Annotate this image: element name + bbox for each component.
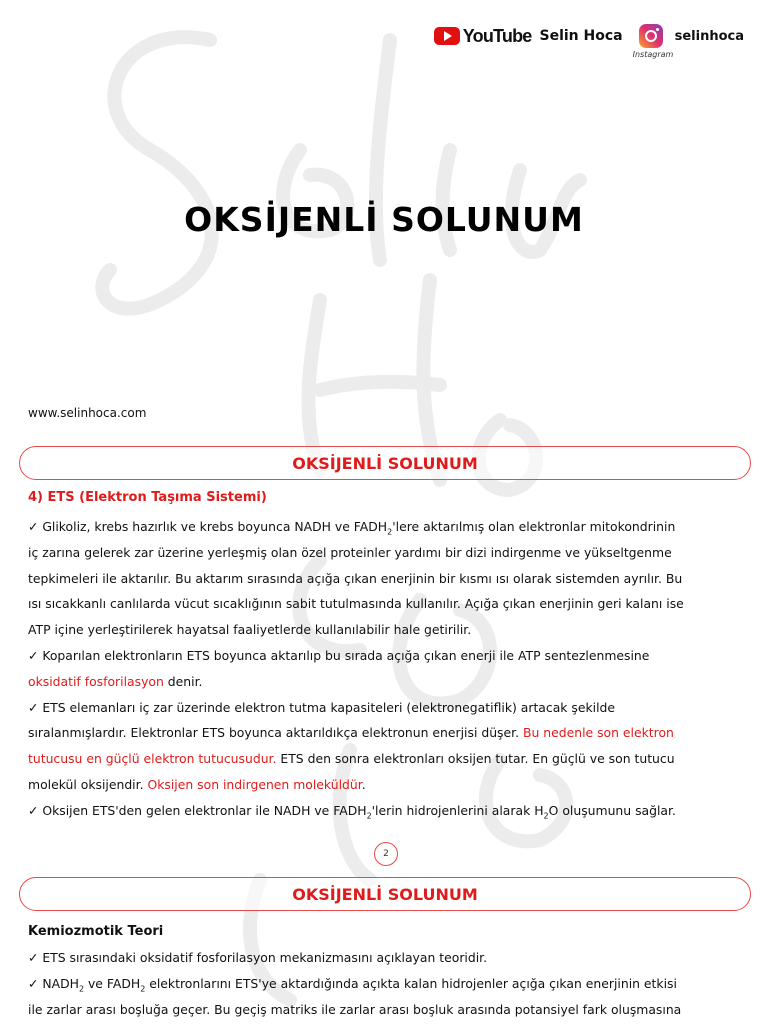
highlight-text: Oksijen son indirgenen moleküldür [147, 776, 362, 792]
text-line: ATP içine yerleştirilerek hayatsal faaliyetlerde kullanılabilir hale getirilir. [28, 622, 472, 638]
text-line: sıralanmışlardır. Elektronlar ETS boyunca aktarıldıkça elektronun enerjisi düşer. Bu nedenle son elektron [28, 725, 674, 741]
social-header [434, 22, 744, 59]
highlight-text: oksidatif fosforilasyon [28, 673, 164, 689]
youtube-logo[interactable] [434, 26, 532, 47]
text-line: tepkimeleri ile aktarılır. Bu aktarım sırasında açığa çıkan enerjinin bir kısmı ısı olarak sistemden ayrılır. Bu [28, 570, 683, 586]
instagram-label: Instagram [632, 50, 674, 59]
text-line: ile zarlar arası boşluğa geçer. Bu geçiş matriks ile zarlar arası boşluk arasında potansiyel fark oluşmasına [28, 1002, 682, 1017]
website-link[interactable]: www.selinhoca.com [28, 406, 147, 420]
text-line: ✓ Glikoliz, krebs hazırlık ve krebs boyunca NADH ve $FADH_2'lere$ aktarılmış olan elektronlar mitokondrinin [28, 519, 676, 537]
section-banner: OKSİJENLİ SOLUNUM [19, 877, 751, 911]
text-line: oksidatif fosforilasyon denir. [28, 673, 203, 689]
text-line: tutucusu en güçlü elektron tutucusudur. ETS den sonra elektronları oksijen tutar. En güçlü ve son tutucu [28, 751, 675, 767]
ets-body-text [28, 514, 740, 824]
youtube-channel-name[interactable]: Selin Hoca [539, 28, 623, 44]
text-line: molekül oksijendir. Oksijen son indirgenen moleküldür. [28, 776, 366, 792]
instagram-handle[interactable]: selinhoca [674, 28, 744, 44]
instagram-logo[interactable] [632, 24, 674, 59]
text-line: ✓ ETS elemanları iç zar üzerinde elektron tutma kapasiteleri (elektronegatiflik) artacak şekilde [28, 699, 616, 715]
text-line: ✓ $NADH_2$ ve $FADH_2$ elektronlarını ETS'ye aktardığında açıkta kalan hidrojenler açığa çıkan enerjinin etkisi [28, 976, 677, 994]
page-number: 2 [374, 842, 398, 866]
text-line: ısı sıcakkanlı canlılarda vücut sıcaklığının sabit tutulmasında kullanılır. Açığa çıkan enerjinin geri kalanı ise [28, 596, 684, 612]
page-title: OKSİJENLİ SOLUNUM [184, 200, 584, 239]
highlight-text: tutucusu en güçlü elektron tutucusudur. [28, 751, 277, 767]
section-banner: OKSİJENLİ SOLUNUM [19, 446, 751, 480]
highlight-text: Bu nedenle son elektron [522, 725, 674, 741]
instagram-icon [639, 24, 663, 48]
section-heading: Kemiozmotik Teori [28, 924, 164, 939]
text-line: ✓ Oksijen ETS'den gelen elektronlar ile NADH ve $FADH_2'lerin$ hidrojenlerini alarak $H_2O$ oluşumunu sağlar. [28, 802, 676, 821]
kemiozmotik-body-text [28, 945, 740, 1023]
section-heading: 4) ETS (Elektron Taşıma Sistemi) [28, 490, 267, 505]
text-line: ✓ Koparılan elektronların ETS boyunca aktarılıp bu sırada açığa çıkan enerji ile ATP sentezlenmesine [28, 647, 650, 663]
text-line: iç zarına gelerek zar üzerine yerleşmiş olan özel proteinler yardımı bir dizi indirgenme ve yükseltgenme [28, 544, 672, 560]
text-line: ✓ ETS sırasındaki oksidatif fosforilasyon mekanizmasını açıklayan teoridir. [28, 950, 488, 965]
youtube-wordmark: YouTube [462, 25, 532, 46]
youtube-play-icon [434, 27, 460, 45]
